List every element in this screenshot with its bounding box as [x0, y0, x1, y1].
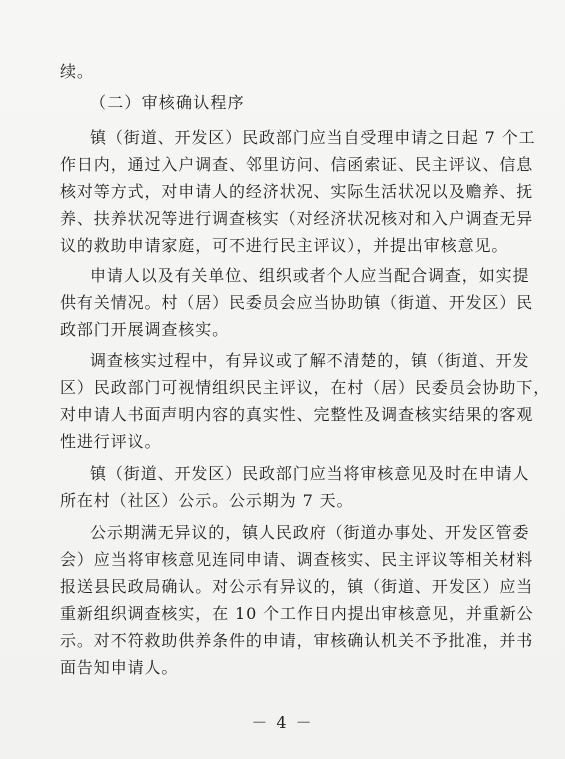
text-line: 政部门开展调查核实。 — [60, 320, 230, 339]
text-line: 公示期满无异议的，镇人民政府（街道办事处、开发区管委 — [90, 523, 530, 542]
text-line: 议的救助申请家庭，可不进行民主评议），并提出审核意见。 — [60, 236, 509, 255]
text-line: 示。对不符救助供养条件的申请，审核确认机关不予批准，并书 — [60, 631, 534, 650]
text-line: 所在村（社区）公示。公示期为 7 天。 — [60, 491, 354, 510]
text-line: 报送县民政局确认。对公示有异议的，镇（街道、开发区）应当 — [60, 577, 534, 596]
text-line: 续。 — [60, 62, 94, 81]
text-line: 养、扶养状况等进行调查核实（对经济状况核对和入户调查无异 — [60, 209, 534, 228]
text-line: 调查核实过程中，有异议或了解不清楚的，镇（街道、开发 — [90, 351, 530, 370]
text-line: 重新组织调查核实，在 10 个工作日内提出审核意见，并重新公 — [60, 604, 534, 623]
text-line: 会）应当将审核意见连同申请、调查核实、民主评议等相关材料 — [60, 550, 534, 569]
page-number: － 4 － — [251, 713, 314, 732]
text-line: 镇（街道、开发区）民政部门应当自受理申请之日起 7 个工 — [90, 128, 536, 147]
text-line: 对申请人书面声明内容的真实性、完整性及调查核实结果的客观 — [60, 405, 534, 424]
text-line: 申请人以及有关单位、组织或者个人应当配合调查，如实提 — [90, 266, 530, 285]
text-line: 区）民政部门可视情组织民主评议，在村（居）民委员会协助下， — [60, 378, 551, 397]
text-line: 镇（街道、开发区）民政部门应当将审核意见及时在申请人 — [90, 464, 530, 483]
text-line: 作日内，通过入户调查、邻里访问、信函索证、民主评议、信息 — [60, 155, 534, 174]
text-line: 供有关情况。村（居）民委员会应当协助镇（街道、开发区）民 — [60, 293, 534, 312]
text-line: 面告知申请人。 — [60, 658, 179, 677]
text-line: 性进行评议。 — [60, 432, 162, 451]
text-line: 核对等方式，对申请人的经济状况、实际生活状况以及赡养、抚 — [60, 182, 534, 201]
section-heading: （二）审核确认程序 — [90, 93, 245, 112]
